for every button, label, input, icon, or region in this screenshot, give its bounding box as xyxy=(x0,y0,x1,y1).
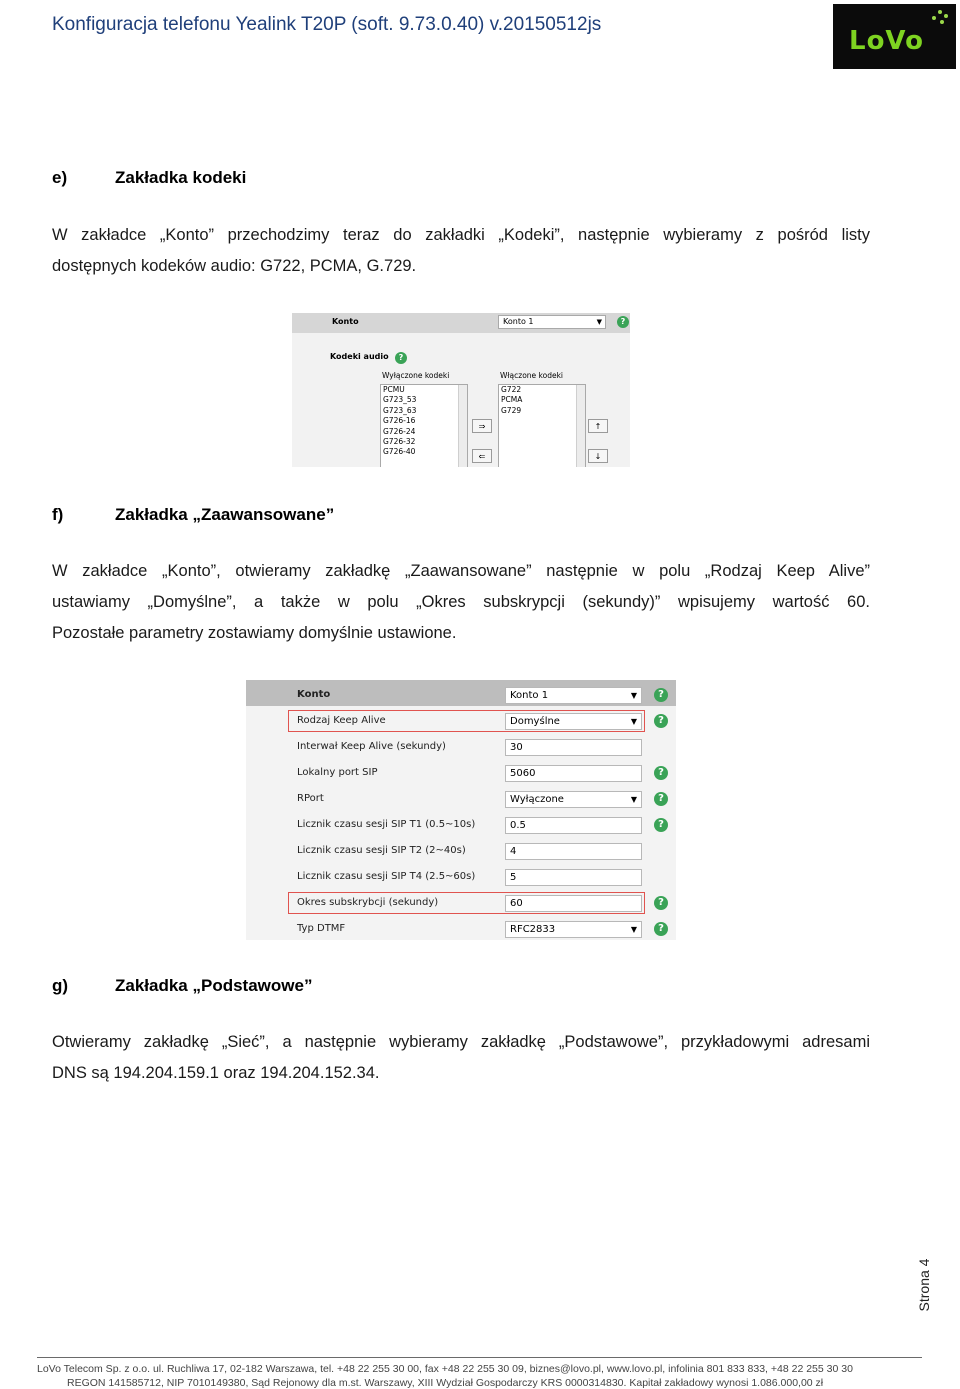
setting-value: 5060 xyxy=(510,768,536,779)
footer-line-1: LoVo Telecom Sp. z o.o. ul. Ruchliwa 17, 02-182 Warszawa, tel. +48 22 255 30 00, fax +48 22 255 30 09, biznes@lovo.pl, www.lovo.pl, infolinia 801 833 833, +48 22 255 30 30 xyxy=(37,1363,853,1375)
logo-text: LoVo xyxy=(849,26,924,56)
section-f-paragraph xyxy=(52,556,870,649)
scrollbar[interactable] xyxy=(576,385,585,467)
help-icon[interactable]: ? xyxy=(654,896,668,910)
setting-select[interactable] xyxy=(505,687,642,704)
lovo-logo xyxy=(833,4,956,69)
setting-value: Konto 1 xyxy=(510,690,549,701)
chevron-down-icon: ▼ xyxy=(630,795,637,804)
help-icon[interactable]: ? xyxy=(654,792,668,806)
move-left-button[interactable]: ⇐ xyxy=(472,449,492,463)
help-icon[interactable]: ? xyxy=(654,688,668,702)
setting-label: Konto xyxy=(297,689,331,700)
section-f-number: f) xyxy=(52,505,64,524)
setting-input[interactable] xyxy=(505,739,642,756)
setting-label: Licznik czasu sesji SIP T4 (2.5~60s) xyxy=(297,871,476,882)
setting-value: 4 xyxy=(510,846,517,857)
setting-value: 5 xyxy=(510,872,517,883)
list-item[interactable]: PCMU xyxy=(383,385,405,394)
move-down-button[interactable]: ↓ xyxy=(588,449,608,463)
list-item[interactable]: G726-32 xyxy=(383,437,416,447)
chevron-down-icon: ▼ xyxy=(630,925,637,934)
setting-value: Wyłączone xyxy=(510,794,564,805)
scrollbar[interactable] xyxy=(458,385,467,467)
setting-label: Okres subskrybcji (sekundy) xyxy=(297,897,439,908)
help-icon[interactable]: ? xyxy=(654,922,668,936)
list-item[interactable]: G726-16 xyxy=(383,416,416,426)
section-g-line: Otwieramy zakładkę „Sieć”, a następnie wybieramy zakładkę „Podstawowe”, przykładowymi adresami xyxy=(52,1033,870,1051)
disabled-codecs-list[interactable] xyxy=(380,384,468,467)
footer-line-2: REGON 141585712, NIP 7010149380, Sąd Rejonowy dla m.st. Warszawy, XIII Wydział Gospodarczy KRS 0000314830. Kapitał zakładowy wynosi 1.086.000,00 zł xyxy=(67,1377,824,1389)
list-item[interactable]: G723_63 xyxy=(383,405,417,415)
enabled-codecs-label: Włączone kodeki xyxy=(500,371,564,380)
setting-label: Licznik czasu sesji SIP T2 (2~40s) xyxy=(297,845,466,856)
konto-label: Konto xyxy=(332,317,359,326)
setting-value: 30 xyxy=(510,742,523,753)
section-f-line: ustawiamy „Domyślne”, a także w polu „Okres subskrypcji (sekundy)” wpisujemy wartość 60. xyxy=(52,593,870,611)
help-icon[interactable]: ? xyxy=(395,352,407,364)
setting-value: 60 xyxy=(510,898,523,909)
setting-input[interactable] xyxy=(505,843,642,860)
section-e-line: W zakładce „Konto” przechodzimy teraz do zakładki „Kodeki”, następnie wybieramy z pośród listy xyxy=(52,226,870,244)
setting-select[interactable] xyxy=(505,921,642,938)
setting-value: RFC2833 xyxy=(510,924,556,935)
footer-divider xyxy=(37,1357,922,1358)
setting-input[interactable] xyxy=(505,817,642,834)
highlight-box xyxy=(288,710,645,732)
setting-label: RPort xyxy=(297,793,324,804)
page-number-label: Strona 4 xyxy=(916,1258,932,1312)
section-f-line: W zakładce „Konto”, otwieramy zakładkę „Zaawansowane” następnie w polu „Rodzaj Keep Alive” xyxy=(52,562,870,580)
section-e-number: e) xyxy=(52,168,68,187)
setting-label: Rodzaj Keep Alive xyxy=(297,715,386,726)
section-f-line: Pozostałe parametry zostawiamy domyślnie ustawione. xyxy=(52,624,457,642)
list-item[interactable]: G722 xyxy=(501,385,522,394)
setting-label: Interwał Keep Alive (sekundy) xyxy=(297,741,446,752)
setting-input[interactable] xyxy=(505,869,642,886)
section-f-heading xyxy=(52,505,452,527)
codecs-screenshot xyxy=(292,313,630,467)
list-item[interactable]: G726-24 xyxy=(383,426,416,436)
setting-value: Domyślne xyxy=(510,716,560,727)
section-e-heading xyxy=(52,168,452,190)
help-icon[interactable]: ? xyxy=(654,766,668,780)
section-g-number: g) xyxy=(52,976,69,995)
advanced-screenshot xyxy=(246,680,676,940)
help-icon[interactable]: ? xyxy=(654,714,668,728)
page-number xyxy=(914,1255,934,1315)
setting-input[interactable] xyxy=(505,765,642,782)
setting-value: 0.5 xyxy=(510,820,526,831)
move-up-button[interactable]: ↑ xyxy=(588,419,608,433)
highlight-box xyxy=(288,892,645,914)
section-e-line: dostępnych kodeków audio: G722, PCMA, G.729. xyxy=(52,257,417,275)
document-header-title: Konfiguracja telefonu Yealink T20P (soft. 9.73.0.40) v.20150512js xyxy=(52,14,602,35)
section-g-line: DNS są 194.204.159.1 oraz 194.204.152.34. xyxy=(52,1064,380,1082)
list-item[interactable]: G729 xyxy=(501,405,522,415)
setting-select[interactable] xyxy=(505,791,642,808)
section-e-paragraph xyxy=(52,220,870,282)
chevron-down-icon: ▼ xyxy=(630,691,637,700)
disabled-codecs-label: Wyłączone kodeki xyxy=(382,371,450,380)
setting-label: Licznik czasu sesji SIP T1 (0.5~10s) xyxy=(297,819,476,830)
konto-select[interactable] xyxy=(498,315,606,329)
section-g-title: Zakładka „Podstawowe” xyxy=(115,976,313,995)
help-icon[interactable]: ? xyxy=(617,316,629,328)
move-right-button[interactable]: ⇒ xyxy=(472,419,492,433)
section-f-title: Zakładka „Zaawansowane” xyxy=(115,505,335,524)
setting-label: Typ DTMF xyxy=(297,923,346,934)
section-g-paragraph xyxy=(52,1027,870,1089)
enabled-codecs-list[interactable] xyxy=(498,384,586,467)
list-item[interactable]: PCMA xyxy=(501,395,523,405)
section-e-title: Zakładka kodeki xyxy=(115,168,247,187)
list-item[interactable]: G726-40 xyxy=(383,447,416,457)
konto-select-value: Konto 1 xyxy=(503,317,534,326)
help-icon[interactable]: ? xyxy=(654,818,668,832)
list-item[interactable]: G723_53 xyxy=(383,395,417,405)
kodeki-audio-label: Kodeki audio xyxy=(330,352,389,361)
section-g-heading xyxy=(52,976,452,998)
setting-label: Lokalny port SIP xyxy=(297,767,378,778)
chevron-down-icon: ▼ xyxy=(596,318,602,326)
chevron-down-icon: ▼ xyxy=(630,717,637,726)
